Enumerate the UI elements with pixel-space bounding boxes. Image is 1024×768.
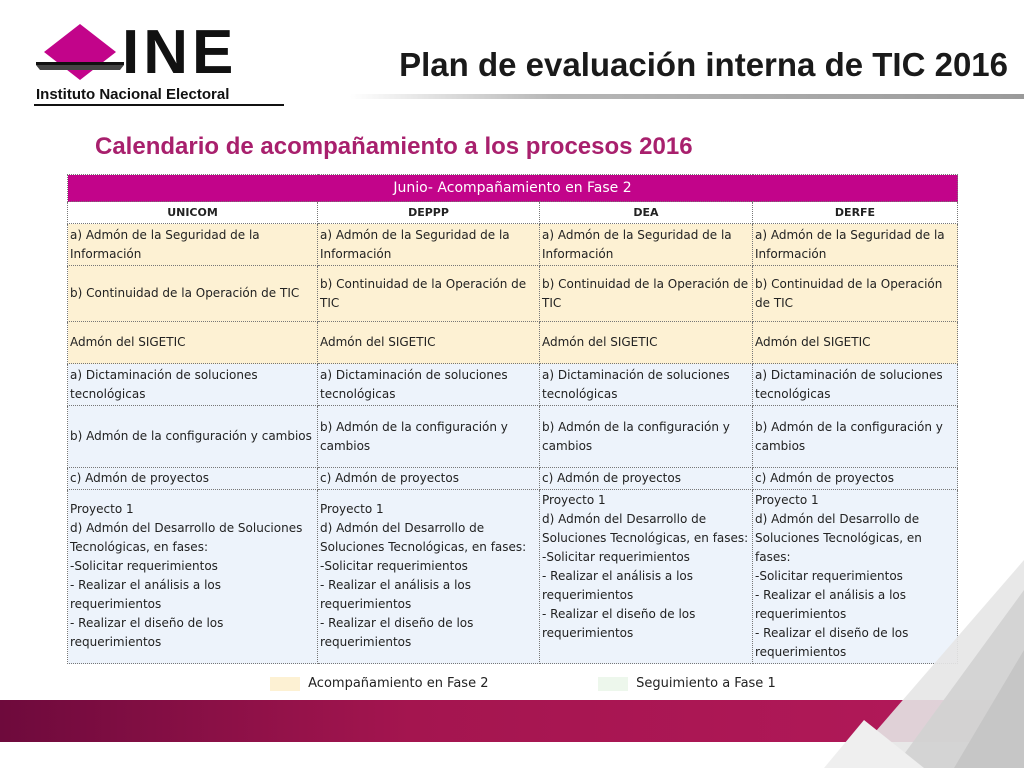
- table-cell: Proyecto 1 d) Admón del Desarrollo de Soluciones Tecnológicas, en fases: -Solicitar requerimientos - Realizar el análisis a los requerimientos - Realizar el diseño de los requerimientos: [318, 490, 540, 664]
- table-cell: b) Continuidad de la Operación de TIC: [753, 266, 958, 322]
- legend-swatch-fase2: [270, 677, 300, 691]
- table-cell: Proyecto 1 d) Admón del Desarrollo de Soluciones Tecnológicas, en fases: -Solicitar requerimientos - Realizar el análisis a los requerimientos - Realizar el diseño de los requerimientos: [540, 490, 753, 664]
- table-cell: a) Dictaminación de soluciones tecnológicas: [753, 364, 958, 406]
- table-cell: a) Admón de la Seguridad de la Información: [540, 224, 753, 266]
- table-cell: Proyecto 1 d) Admón del Desarrollo de Soluciones Tecnológicas, en fases: -Solicitar requerimientos - Realizar el análisis a los requerimientos - Realizar el diseño de los requerimientos: [753, 490, 958, 664]
- table-cell: a) Admón de la Seguridad de la Información: [68, 224, 318, 266]
- logo-wordmark: INE: [122, 18, 238, 87]
- column-header-deppp: DEPPP: [318, 202, 540, 224]
- table-row: [68, 266, 958, 322]
- table-cell: b) Admón de la configuración y cambios: [540, 406, 753, 468]
- table-cell: b) Admón de la configuración y cambios: [318, 406, 540, 468]
- table-cell: a) Admón de la Seguridad de la Información: [753, 224, 958, 266]
- month-header: Junio- Acompañamiento en Fase 2: [68, 175, 958, 202]
- table-cell: Admón del SIGETIC: [318, 322, 540, 364]
- table-cell: a) Admón de la Seguridad de la Información: [318, 224, 540, 266]
- column-header-unicom: UNICOM: [68, 202, 318, 224]
- legend-swatch-fase1: [598, 677, 628, 691]
- table-row: [68, 364, 958, 406]
- table-row: [68, 406, 958, 468]
- legend-label-fase1: Seguimiento a Fase 1: [636, 676, 776, 691]
- ine-logo-icon: [36, 22, 124, 84]
- table-cell: b) Admón de la configuración y cambios: [753, 406, 958, 468]
- table-cell: a) Dictaminación de soluciones tecnológicas: [540, 364, 753, 406]
- table-cell: b) Continuidad de la Operación de TIC: [540, 266, 753, 322]
- table-cell: c) Admón de proyectos: [68, 468, 318, 490]
- table-cell: c) Admón de proyectos: [540, 468, 753, 490]
- table-cell: Admón del SIGETIC: [68, 322, 318, 364]
- table-cell: Admón del SIGETIC: [540, 322, 753, 364]
- title-rule: [350, 94, 1024, 99]
- table-cell: b) Continuidad de la Operación de TIC: [318, 266, 540, 322]
- legend-item-fase1: [598, 676, 776, 691]
- table-cell: b) Admón de la configuración y cambios: [68, 406, 318, 468]
- column-header-derfe: DERFE: [753, 202, 958, 224]
- logo-underline: [34, 104, 284, 106]
- legend-item-fase2: [270, 676, 488, 691]
- table-cell: Proyecto 1 d) Admón del Desarrollo de Soluciones Tecnológicas, en fases: -Solicitar requerimientos - Realizar el análisis a los requerimientos - Realizar el diseño de los requerimientos: [68, 490, 318, 664]
- table-row: [68, 224, 958, 266]
- page-title: Plan de evaluación interna de TIC 2016: [399, 46, 1008, 83]
- table-cell: a) Dictaminación de soluciones tecnológicas: [68, 364, 318, 406]
- logo-subtitle: Instituto Nacional Electoral: [36, 86, 230, 103]
- table-row: [68, 468, 958, 490]
- table-cell: c) Admón de proyectos: [753, 468, 958, 490]
- corner-decoration-icon: [804, 560, 1024, 768]
- table-cell: b) Continuidad de la Operación de TIC: [68, 266, 318, 322]
- table-row: [68, 322, 958, 364]
- table-cell: Admón del SIGETIC: [753, 322, 958, 364]
- table-cell: a) Dictaminación de soluciones tecnológicas: [318, 364, 540, 406]
- table-cell: c) Admón de proyectos: [318, 468, 540, 490]
- column-header-dea: DEA: [540, 202, 753, 224]
- page-subtitle: Calendario de acompañamiento a los procesos 2016: [95, 133, 693, 160]
- legend-label-fase2: Acompañamiento en Fase 2: [308, 676, 489, 691]
